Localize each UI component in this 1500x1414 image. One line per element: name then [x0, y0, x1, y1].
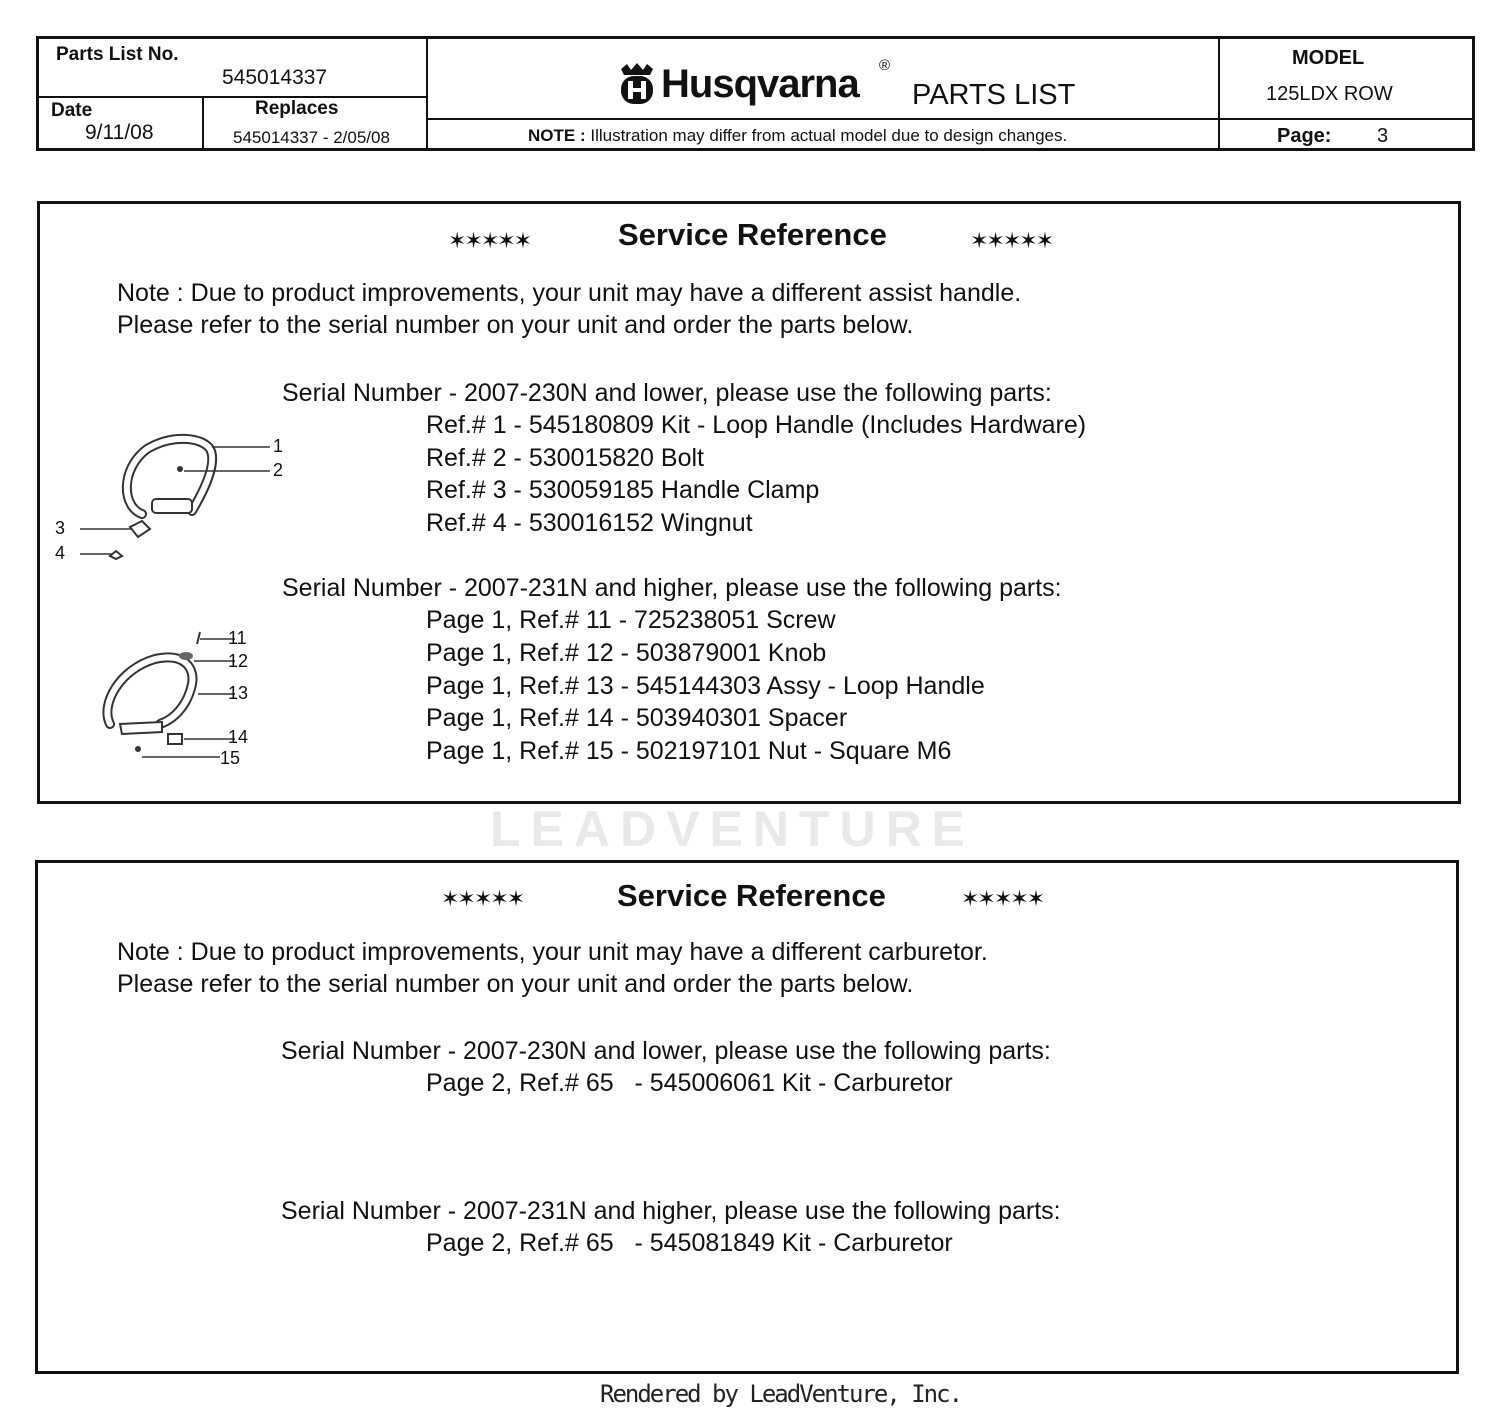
- loop-handle-illustration-old: [52, 429, 282, 569]
- brand-name: Husqvarna: [661, 61, 859, 106]
- divider: [1218, 39, 1220, 148]
- loop-handle-illustration-new: [100, 624, 300, 774]
- service-reference-carburetor: [35, 860, 1459, 1374]
- part-line: Page 1, Ref.# 15 - 502197101 Nut - Square M6: [426, 737, 952, 765]
- registered-mark: ®: [879, 57, 891, 74]
- callout-label: 14: [228, 727, 249, 747]
- note-label: NOTE :: [528, 126, 586, 145]
- part-line: Page 2, Ref.# 65 - 545081849 Kit - Carburetor: [426, 1229, 953, 1257]
- callout-label: 2: [273, 460, 284, 480]
- crown-icon: [617, 61, 657, 107]
- stars-left: ✶✶✶✶✶: [441, 886, 524, 911]
- date-value: 9/11/08: [85, 121, 154, 144]
- model-label: MODEL: [1292, 47, 1365, 69]
- divider: [426, 118, 1472, 120]
- note-text: Illustration may differ from actual model due to design changes.: [590, 126, 1068, 145]
- husqvarna-logo: [617, 57, 891, 109]
- parts-list-number: 545014337: [222, 66, 328, 89]
- part-line: Page 1, Ref.# 11 - 725238051 Screw: [426, 606, 836, 634]
- part-line: Ref.# 3 - 530059185 Handle Clamp: [426, 476, 820, 504]
- callout-label: 11: [228, 628, 247, 648]
- callout-label: 12: [228, 651, 249, 671]
- model-value: 125LDX ROW: [1266, 83, 1393, 105]
- divider: [39, 96, 428, 98]
- stars-left: ✶✶✶✶✶: [448, 228, 531, 253]
- serial-higher: Serial Number - 2007-231N and higher, please use the following parts:: [282, 574, 1062, 602]
- part-line: Page 1, Ref.# 13 - 545144303 Assy - Loop Handle: [426, 672, 985, 700]
- loop-handle-icon: [100, 624, 300, 774]
- service-reference-handle: [37, 201, 1461, 804]
- note-line-2: Please refer to the serial number on your unit and order the parts below.: [117, 311, 914, 339]
- callout-label: 1: [273, 436, 284, 456]
- note-line-1: Note : Due to product improvements, your unit may have a different carburetor.: [117, 938, 988, 966]
- part-line: Ref.# 4 - 530016152 Wingnut: [426, 509, 753, 537]
- stars-right: ✶✶✶✶✶: [961, 886, 1044, 911]
- page-label: Page:: [1277, 125, 1332, 147]
- header-table: [36, 36, 1475, 151]
- serial-higher: Serial Number - 2007-231N and higher, please use the following parts:: [281, 1197, 1061, 1225]
- callout-label: 13: [228, 683, 249, 703]
- section-title: Service Reference: [617, 878, 886, 913]
- serial-lower: Serial Number - 2007-230N and lower, please use the following parts:: [282, 379, 1052, 407]
- part-line: Page 1, Ref.# 12 - 503879001 Knob: [426, 639, 827, 667]
- stars-right: ✶✶✶✶✶: [970, 228, 1053, 253]
- watermark: LEADVENTURE: [490, 801, 976, 857]
- date-label: Date: [51, 100, 93, 121]
- divider: [202, 97, 204, 148]
- doc-type: PARTS LIST: [912, 79, 1076, 111]
- parts-list-label: Parts List No.: [56, 44, 179, 65]
- part-line: Page 2, Ref.# 65 - 545006061 Kit - Carburetor: [426, 1069, 953, 1097]
- divider: [426, 39, 428, 148]
- serial-lower: Serial Number - 2007-230N and lower, please use the following parts:: [281, 1037, 1051, 1065]
- note-line-2: Please refer to the serial number on your unit and order the parts below.: [117, 970, 914, 998]
- part-line: Page 1, Ref.# 14 - 503940301 Spacer: [426, 704, 848, 732]
- header-note: [528, 126, 1067, 146]
- page-number: 3: [1377, 125, 1389, 147]
- note-line-1: Note : Due to product improvements, your unit may have a different assist handle.: [117, 279, 1022, 307]
- loop-handle-icon: [52, 429, 282, 569]
- callout-label: 15: [220, 748, 241, 768]
- part-line: Ref.# 2 - 530015820 Bolt: [426, 444, 704, 472]
- footer-credit: Rendered by LeadVenture, Inc.: [600, 1380, 962, 1408]
- replaces-value: 545014337 - 2/05/08: [233, 128, 390, 147]
- callout-label: 3: [55, 518, 66, 538]
- part-line: Ref.# 1 - 545180809 Kit - Loop Handle (Includes Hardware): [426, 411, 1087, 439]
- replaces-label: Replaces: [255, 98, 339, 119]
- callout-label: 4: [55, 543, 66, 563]
- section-title: Service Reference: [618, 217, 887, 252]
